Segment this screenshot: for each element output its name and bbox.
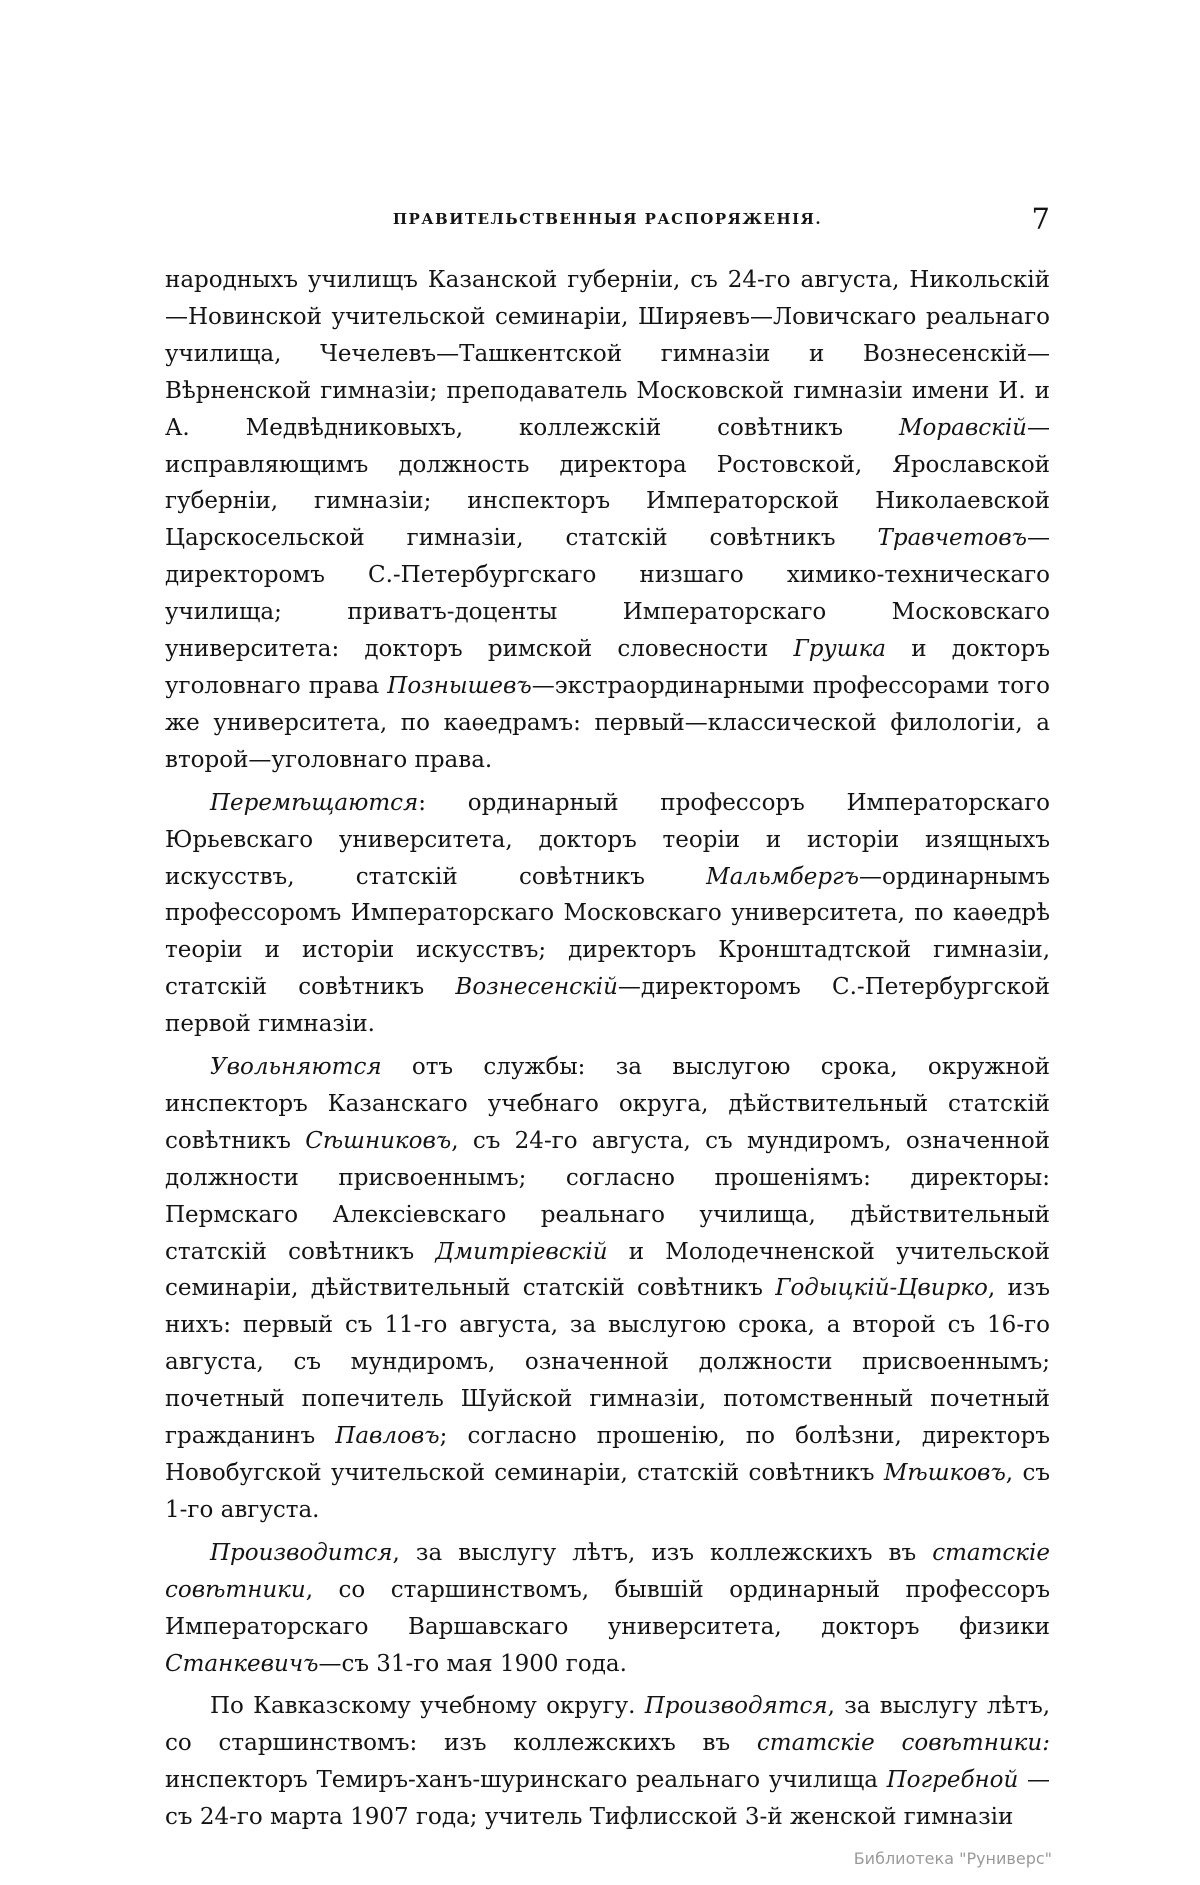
italic-name: Увольняются (210, 1054, 382, 1081)
italic-name: Годыцкій-Цвирко (775, 1275, 988, 1302)
text-run: народныхъ училищъ Казанской губерніи, съ 24-го августа, Никольскій—Новинской учительской семинаріи, Ширяевъ—Ловичскаго реальнаго училища, Чечелевъ—Ташкентской гимназіи и Вознесенскій—Вѣрненской гимназіи; преподаватель Московской гимназіи имени И. и А. Медвѣдниковыхъ, коллежскій совѣтникъ (165, 267, 1050, 441)
text-run: , за выслугу лѣтъ, изъ коллежскихъ въ (392, 1539, 933, 1566)
page-header (165, 202, 1050, 240)
italic-name: статскіе совѣтники: (756, 1730, 1050, 1757)
text-run: и докторъ уголовнаго права (165, 636, 1051, 699)
text-run: — съ 24-го марта 1907 года; учитель Тифлисской 3-й женской гимназіи (165, 1767, 1051, 1831)
italic-name: Станкевичъ (165, 1650, 319, 1677)
italic-name: Моравскій (898, 414, 1027, 441)
text-run: , съ 24-го августа, съ мундиромъ, означенной должности присвоеннымъ; согласно прошеніямъ: директоры: Пермскаго Алексіевскаго реальнаго училища, дѣйствительный статскій совѣтникъ (165, 1127, 1050, 1265)
text-run: , со старшинствомъ, бывшій ординарный профессоръ Императорскаго Варшавскаго университета, докторъ физики (165, 1576, 1050, 1640)
italic-name: Травчетовъ (877, 525, 1027, 552)
text-run: —экстраординарными профессорами того же университета, по каѳедрамъ: первый—классической филологіи, а второй—уголовнаго права. (165, 672, 1050, 773)
library-watermark: Библиотека "Руниверс" (853, 1849, 1052, 1868)
paragraph (165, 262, 1050, 779)
text-run: По Кавказскому учебному округу. (210, 1693, 645, 1720)
text-run: —исправляющимъ должность директора Ростовской, Ярославской губерніи, гимназіи; инспекторъ Императорской Николаевской Царскосельской гимназіи, статскій совѣтникъ (165, 414, 1050, 552)
page-body (165, 262, 1050, 1842)
italic-name: Мѣшковъ (883, 1460, 1006, 1486)
italic-name: Перемѣщаются (210, 789, 419, 816)
running-title: ПРАВИТЕЛЬСТВЕННЫЯ РАСПОРЯЖЕНІЯ. (392, 210, 823, 228)
text-run: инспекторъ Темиръ-ханъ-шуринскаго реальнаго училища (165, 1767, 887, 1794)
text-run: отъ службы: за выслугою срока, окружной инспекторъ Казанскаго учебнаго округа, дѣйствительный статскій совѣтникъ (165, 1054, 1050, 1154)
text-run: , съ 1-го августа. (165, 1460, 1050, 1523)
italic-name: Сѣшниковъ (305, 1127, 452, 1154)
text-run: , изъ нихъ: первый съ 11-го августа, за выслугою срока, а второй съ 16-го августа, съ мундиромъ, означенной должности присвоеннымъ; почетный попечитель Шуйской гимназіи, потомственный почетный гражданинъ (165, 1275, 1050, 1450)
text-run: —директоромъ С.-Петербургскаго низшаго химико-техническаго училища; приватъ-доценты Императорскаго Московскаго университета: докторъ римской словесности (165, 525, 1050, 663)
text-run: и Молодечненской учительской семинаріи, дѣйствительный статскій совѣтникъ (165, 1238, 1050, 1302)
text-run: : ординарный профессоръ Императорскаго Юрьевскаго университета, докторъ теоріи и исторіи изящныхъ искусствъ, статскій совѣтникъ (165, 789, 1050, 890)
text-run: ; согласно прошенію, по болѣзни, директоръ Новобугской учительской семинаріи, статскій совѣтникъ (165, 1423, 1051, 1486)
text-run: , за выслугу лѣтъ, со старшинствомъ: изъ коллежскихъ въ (165, 1693, 1051, 1757)
text-run: —директоромъ С.-Петербургской первой гимназіи. (165, 974, 1051, 1038)
italic-name: Грушка (793, 636, 887, 663)
paragraph (165, 1688, 1050, 1836)
italic-name: Познышевъ (387, 672, 532, 699)
italic-name: Погребной (886, 1767, 1019, 1794)
paragraph (165, 1535, 1050, 1683)
italic-name: Производятся (644, 1693, 828, 1720)
italic-name: Вознесенскій (455, 974, 618, 1001)
text-run: —съ 31-го мая 1900 года. (318, 1650, 627, 1677)
paragraph (165, 1049, 1050, 1529)
text-run: —ординарнымъ профессоромъ Императорскаго Московскаго университета, по каѳедрѣ теоріи и исторіи искусствъ; директоръ Кронштадтской гимназіи, статскій совѣтникъ (165, 863, 1050, 1001)
italic-name: Павловъ (335, 1423, 440, 1450)
italic-name: Мальмбергъ (706, 863, 859, 890)
italic-name: статскіе совѣтники (165, 1539, 1050, 1603)
page-number: 7 (1031, 202, 1050, 236)
italic-name: Производится (210, 1539, 393, 1566)
italic-name: Дмитріевскій (435, 1238, 608, 1265)
paragraph (165, 785, 1050, 1043)
